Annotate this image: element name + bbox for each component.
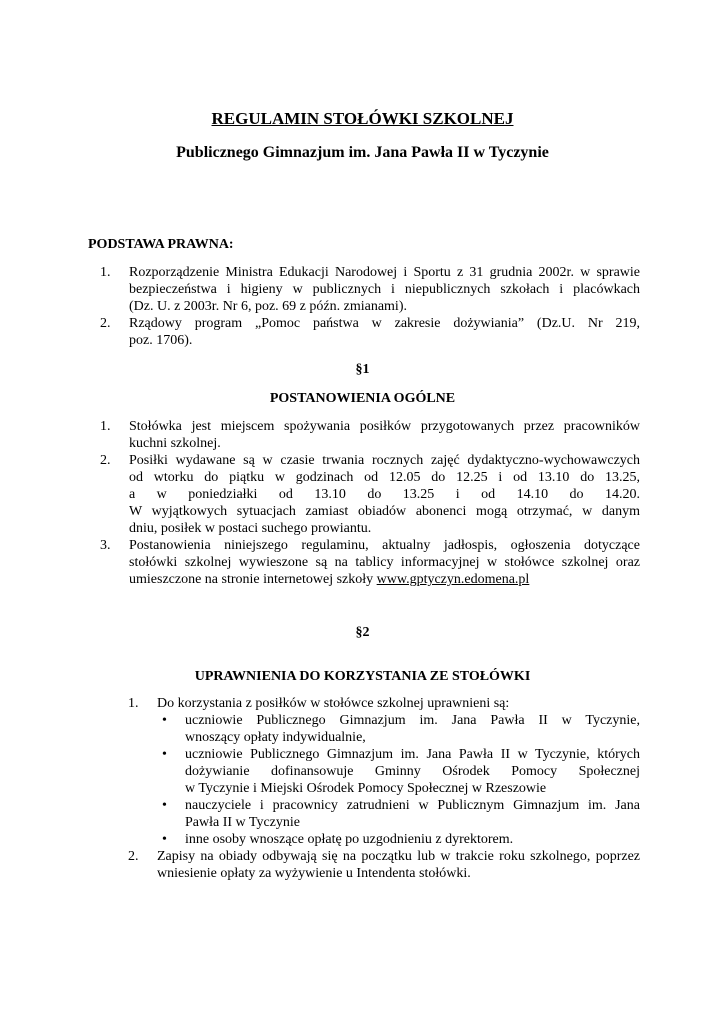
list-item: 3. Postanowienia niniejszego regulaminu, aktualny jadłospis, ogłoszenia dotyczące stołówki szkolnej wywieszone są na tablicy informacyjnej w stołówce szkolnej oraz umieszczone na stronie internetowej szkoły www.gptyczyn.edomena.pl xyxy=(100,538,640,587)
list-item: 2. Rządowy program „Pomoc państwa w zakresie dożywiania” (Dz.U. Nr 219, poz. 1706). xyxy=(100,316,640,348)
section-1-heading: POSTANOWIENIA OGÓLNE xyxy=(269,391,456,406)
legal-basis-list xyxy=(100,264,640,349)
school-website-link[interactable]: www.gptyczyn.edomena.pl xyxy=(376,572,530,587)
list-item: 1. Stołówka jest miejscem spożywania posiłków przygotowanych przez pracowników kuchni szkolnej. xyxy=(100,419,640,451)
bullet-item: • inne osoby wnoszące opłatę po uzgodnieniu z dyrektorem. xyxy=(162,832,514,847)
bullet-item: • nauczyciele i pracownicy zatrudnieni w Publicznym Gimnazjum im. Jana Pawła II w Tyczynie xyxy=(162,798,640,830)
eligible-persons-list xyxy=(157,712,640,848)
bullet-icon: • xyxy=(162,832,167,847)
document-title: REGULAMIN STOŁÓWKI SZKOLNEJ xyxy=(211,109,514,128)
section-2-number: §2 xyxy=(355,625,370,640)
section-1-number: §1 xyxy=(355,362,370,377)
bullet-icon: • xyxy=(162,798,167,813)
list-item: 2. Zapisy na obiady odbywają się na początku lub w trakcie roku szkolnego, poprzez wniesienie opłaty za wyżywienie u Intendenta stołówki. xyxy=(128,849,640,881)
bullet-icon: • xyxy=(162,713,167,728)
list-item: 2. Posiłki wydawane są w czasie trwania rocznych zajęć dydaktyczno-wychowawczych od wtorku do piątku w godzinach od 12.05 do 12.25 i od 13.10 do 13.25, a w poniedziałki od 13.10 do 13.25 i od 14.10 do 14.20. W wyjątkowych sytuacjach zamiast obiadów abonenci mogą otrzymać, w danym dniu, posiłek w postaci suchego prowiantu. xyxy=(100,453,640,536)
document-subtitle: Publicznego Gimnazjum im. Jana Pawła II w Tyczynie xyxy=(176,144,549,161)
bullet-item: • uczniowie Publicznego Gimnazjum im. Jana Pawła II w Tyczynie, wnoszący opłaty indywidualnie, xyxy=(162,713,640,745)
list-item: 1. Do korzystania z posiłków w stołówce szkolnej uprawnieni są: • uczniowie Publicznego Gimnazjum im. Jana Pawła II w Tyczynie, wnoszący opłaty indywidualnie, • uczniowie Publicznego Gimnazjum im. Jana Pawła II w Tyczynie, których dożywianie dofinansowuje Gminny Ośrodek Pomocy Społecznej w Tyczynie i Miejski Ośrodek Pomocy Społecznej w Rzeszowie • nauczyciele i pracownicy zatrudnieni w Publicznym Gimnazjum im. Jana Pawła II w Tyczynie • inne osoby wnoszące opłatę po uzgodnieniu z dyrektorem. xyxy=(128,696,640,847)
bullet-icon: • xyxy=(162,747,167,762)
section-1-list xyxy=(100,418,640,588)
section-2-list xyxy=(128,695,640,882)
list-item: 1. Rozporządzenie Ministra Edukacji Narodowej i Sportu z 31 grudnia 2002r. w sprawie bezpieczeństwa i higieny w publicznych i niepublicznych szkołach i placówkach (Dz. U. z 2003r. Nr 6, poz. 69 z późn. zmianami). xyxy=(100,265,640,314)
bullet-item: • uczniowie Publicznego Gimnazjum im. Jana Pawła II w Tyczynie, których dożywianie dofinansowuje Gminny Ośrodek Pomocy Społecznej w Tyczynie i Miejski Ośrodek Pomocy Społecznej w Rzeszowie xyxy=(162,747,640,796)
legal-basis-heading: PODSTAWA PRAWNA: xyxy=(88,237,234,252)
section-2-heading: UPRAWNIENIA DO KORZYSTANIA ZE STOŁÓWKI xyxy=(194,669,531,684)
